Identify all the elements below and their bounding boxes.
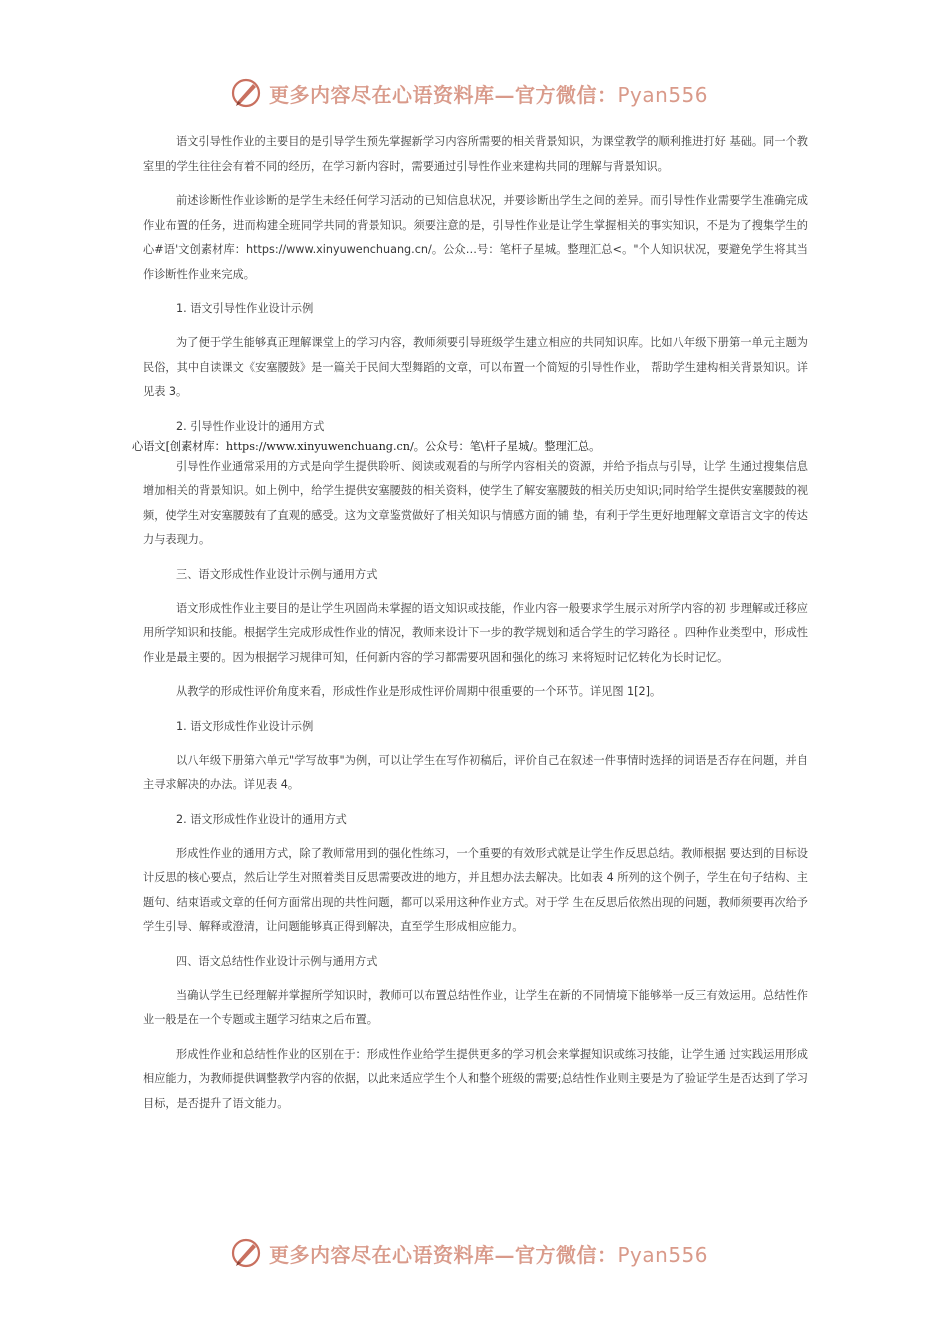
paragraph: 从教学的形成性评价角度来看，形成性作业是形成性评价周期中很重要的一个环节。详见图 1[2]。 bbox=[176, 685, 662, 698]
paragraph: 前述诊断性作业诊断的是学生未经任何学习活动的已知信息状况，并要诊断出学生之间的差异。而引导性作业需要学生准确完成作业布置的任务，进而构建全班同学共同的背景知识。须要注意的是，引导性作业是让学生掌握相关的事实知识，不是为了搜集学生的心#语'文创素材库：https://www.xinyuwenchuang.cn/。公众…号：笔杆子星城。整理汇总<。"个人知识状况，要避免学生将其当作诊断性作业来完成。 bbox=[143, 194, 808, 281]
paragraph: 以八年级下册第六单元"学写故事"为例，可以让学生在写作初稿后，评价自己在叙述一件事情时选择的词语是否存在问题，并自主寻求解决的办法。详见表 4。 bbox=[143, 753, 808, 791]
paragraph: 语文引导性作业的主要目的是引导学生预先掌握新学习内容所需要的相关背景知识，为课堂教学的顺利推进打好 基础。同一个教室里的学生往往会有着不同的经历，在学习新内容时，需要通过引导性作业来建构共同的理解与背景知识。 bbox=[143, 135, 808, 173]
section-heading: 1. 语文形成性作业设计示例 bbox=[176, 719, 314, 733]
paragraph: 为了便于学生能够真正理解课堂上的学习内容，教师须要引导班级学生建立相应的共同知识库。比如八年级下册第一单元主题为民俗，其中自读课文《安塞腰鼓》是一篇关于民间大型舞蹈的文章，可以布置一个简短的引导性作业， 帮助学生建构相关背景知识。详见表 3。 bbox=[143, 336, 808, 398]
wechat-id: Pyan556 bbox=[617, 1242, 709, 1267]
banner-text: 更多内容尽在心语资料库—官方微信：Pyan556 bbox=[269, 82, 709, 107]
paragraph: 引导性作业通常采用的方式是向学生提供聆听、阅读或观看的与所学内容相关的资源，并给予指点与引导，让学 生通过搜集信息增加相关的背景知识。如上例中，给学生提供安塞腰鼓的相关资料，使学生了解安塞腰鼓的相关历史知识;同时给学生提供安塞腰鼓的视频，使学生对安塞腰鼓有了直观的感受。这为文章鉴赏做好了相关知识与情感方面的铺 垫，有利于学生更好地理解文章语言文字的传达力与表现力。 bbox=[143, 459, 808, 546]
header-banner bbox=[229, 73, 729, 113]
section-heading: 2. 语文形成性作业设计的通用方式 bbox=[176, 812, 347, 826]
banner-text: 更多内容尽在心语资料库—官方微信：Pyan556 bbox=[269, 1242, 709, 1267]
section-heading: 1. 语文引导性作业设计示例 bbox=[176, 302, 314, 315]
paragraph: 形成性作业的通用方式，除了教师常用到的强化性练习，一个重要的有效形式就是让学生作反思总结。教师根据 要达到的目标设计反思的核心要点，然后让学生对照着类目反思需要改进的地方，并且想办法去解决。比如表 4 所列的这个例子，学生在句子结构、主题句、结束语或文章的任何方面常出现的共性问题，都可以采用这种作业方式。对于学 生在反思后依然出现的问题，教师须要再次给予学生引导、解释或澄清，让问题能够真正得到解决，直至学生形成相应能力。 bbox=[143, 846, 808, 933]
section-heading: 四、语文总结性作业设计示例与通用方式 bbox=[176, 954, 378, 968]
article-body bbox=[132, 130, 808, 1126]
watermark-text: 心语文[创素材库：https://www.xinyuwenchuang.cn/。公众号：笔\杆子星城/。整理汇总。 bbox=[132, 439, 601, 453]
wechat-id: Pyan556 bbox=[617, 82, 709, 107]
paragraph: 当确认学生已经理解并掌握所学知识时，教师可以布置总结性作业，让学生在新的不同情境下能够举一反三有效运用。总结性作业一般是在一个专题或主题学习结束之后布置。 bbox=[143, 988, 808, 1026]
footer-banner bbox=[229, 1233, 729, 1273]
pen-circle-logo-icon bbox=[229, 76, 263, 110]
paragraph: 语文形成性作业主要目的是让学生巩固尚未掌握的语文知识或技能，作业内容一般要求学生展示对所学内容的初 步理解或迁移应用所学知识和技能。根据学生完成形成性作业的情况，教师来设计下一步的教学规划和适合学生的学习路径 。四种作业类型中，形成性作业是最主要的。因为根据学习规律可知，任何新内容的学习都需要巩固和强化的练习 来将短时记忆转化为长时记忆。 bbox=[143, 601, 808, 664]
section-heading: 三、语文形成性作业设计示例与通用方式 bbox=[176, 567, 378, 581]
paragraph: 形成性作业和总结性作业的区别在于：形成性作业给学生提供更多的学习机会来掌握知识或练习技能，让学生通 过实践运用形成相应能力，为教师提供调整教学内容的依据，以此来适应学生个人和整个班级的需要;总结性作业则主要是为了验证学生是否达到了学习目标，是否提升了语文能力。 bbox=[143, 1047, 808, 1110]
section-heading: 2. 引导性作业设计的通用方式 bbox=[176, 419, 325, 433]
pen-circle-logo-icon bbox=[229, 1236, 263, 1270]
